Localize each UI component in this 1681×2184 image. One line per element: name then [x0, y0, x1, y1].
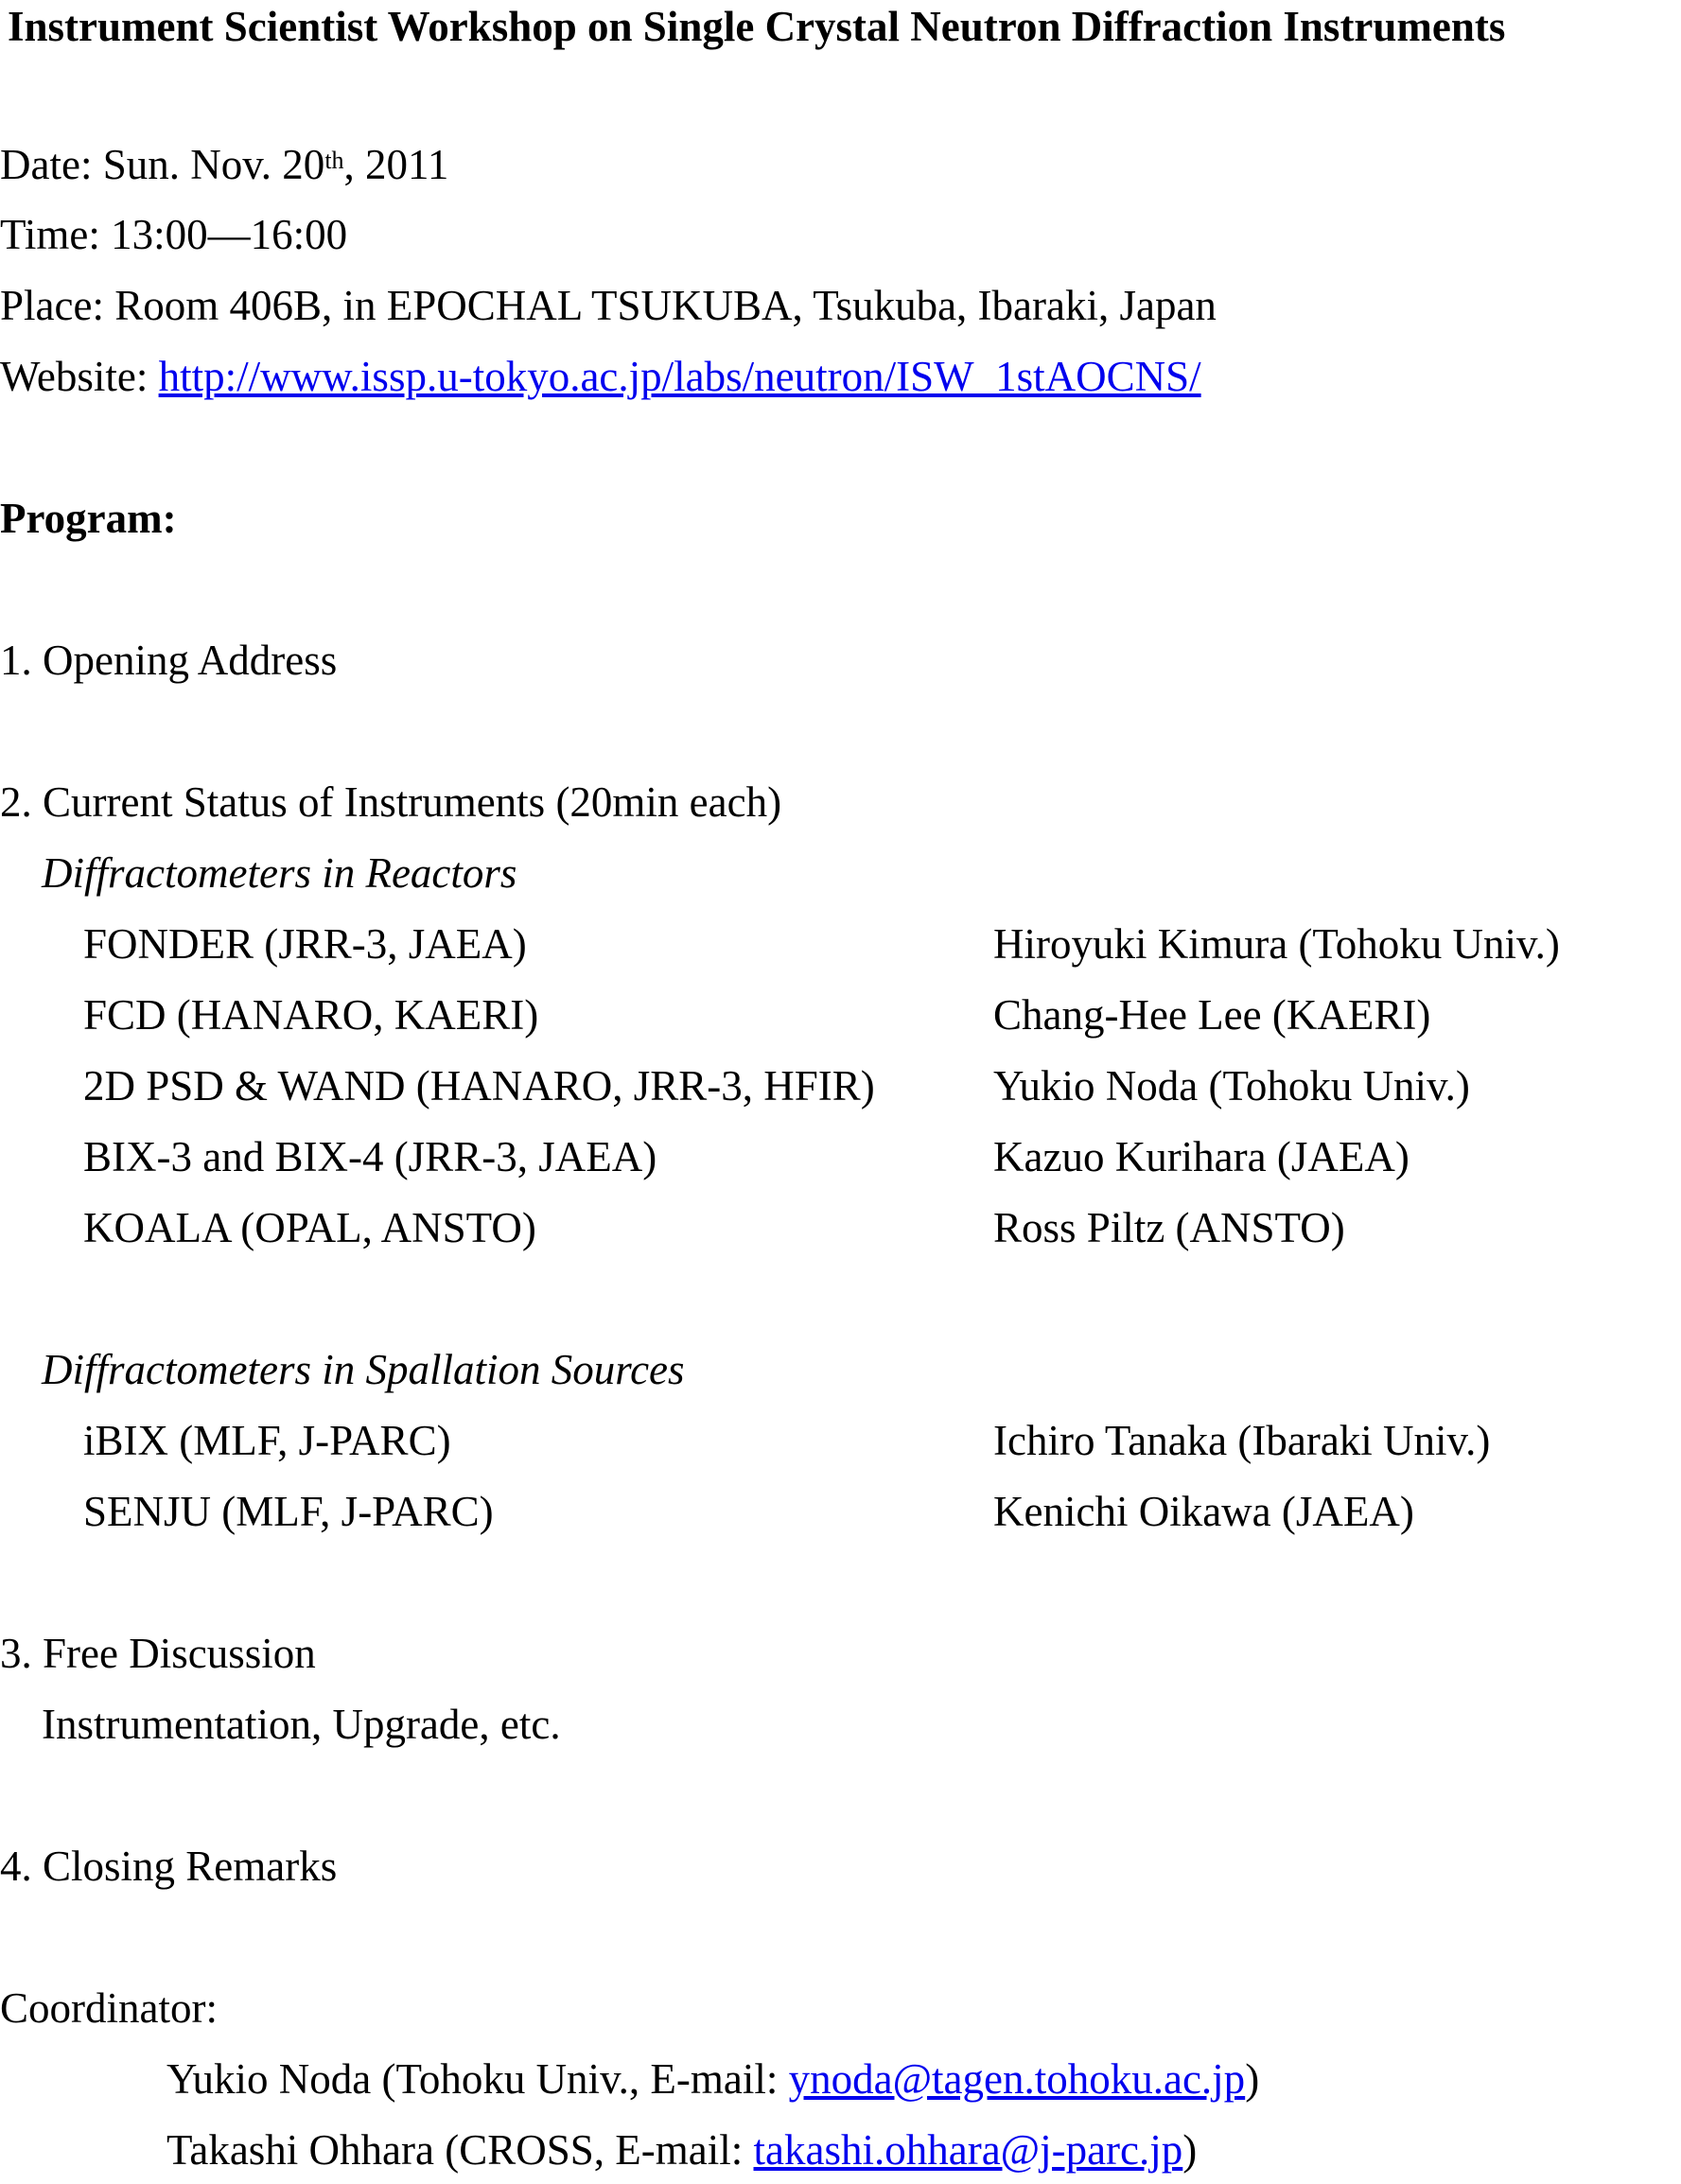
reactor-instrument: FONDER (JRR-3, JAEA) — [83, 920, 527, 968]
coordinator-close-paren: ) — [1182, 2126, 1198, 2174]
page-title: Instrument Scientist Workshop on Single Crystal Neutron Diffraction Instruments — [8, 3, 1506, 50]
website-label: Website: — [0, 353, 159, 400]
date-line — [0, 138, 448, 191]
date-year: , 2011 — [343, 141, 449, 188]
coordinator-entry — [166, 2123, 1197, 2176]
date-label: Date: Sun. Nov. 20 — [0, 141, 325, 188]
coordinator-entry — [166, 2053, 1259, 2105]
program-item-discussion: 3. Free Discussion — [0, 1630, 316, 1677]
reactor-speaker: Ross Piltz (ANSTO) — [993, 1204, 1345, 1251]
spallation-heading: Diffractometers in Spallation Sources — [42, 1346, 685, 1393]
spallation-speaker: Kenichi Oikawa (JAEA) — [993, 1488, 1414, 1535]
coordinator-name: Yukio Noda (Tohoku Univ., E-mail: — [166, 2055, 789, 2103]
spallation-instrument: iBIX (MLF, J-PARC) — [83, 1417, 451, 1464]
reactors-heading: Diffractometers in Reactors — [42, 849, 517, 897]
coordinator-label: Coordinator: — [0, 1984, 218, 2032]
coordinator-email-link[interactable]: takashi.ohhara@j-parc.jp — [753, 2126, 1183, 2174]
discussion-detail: Instrumentation, Upgrade, etc. — [42, 1701, 561, 1748]
program-item-closing: 4. Closing Remarks — [0, 1843, 338, 1890]
website-link[interactable]: http://www.issp.u-tokyo.ac.jp/labs/neutron/ISW_1stAOCNS/ — [158, 353, 1201, 400]
spallation-instrument: SENJU (MLF, J-PARC) — [83, 1488, 494, 1535]
date-superscript: th — [324, 147, 344, 174]
program-heading: Program: — [0, 495, 177, 542]
website-line — [0, 350, 1201, 403]
reactor-speaker: Chang-Hee Lee (KAERI) — [993, 991, 1431, 1039]
reactor-instrument: BIX-3 and BIX-4 (JRR-3, JAEA) — [83, 1133, 657, 1180]
spallation-speaker: Ichiro Tanaka (Ibaraki Univ.) — [993, 1417, 1491, 1464]
reactor-instrument: 2D PSD & WAND (HANARO, JRR-3, HFIR) — [83, 1062, 875, 1109]
program-item-status: 2. Current Status of Instruments (20min each) — [0, 778, 782, 826]
time-line: Time: 13:00—16:00 — [0, 211, 348, 258]
coordinator-name: Takashi Ohhara (CROSS, E-mail: — [166, 2126, 754, 2174]
reactor-instrument: KOALA (OPAL, ANSTO) — [83, 1204, 536, 1251]
coordinator-close-paren: ) — [1245, 2055, 1260, 2103]
reactor-instrument: FCD (HANARO, KAERI) — [83, 991, 539, 1039]
reactor-speaker: Hiroyuki Kimura (Tohoku Univ.) — [993, 920, 1560, 968]
place-line: Place: Room 406B, in EPOCHAL TSUKUBA, Tsukuba, Ibaraki, Japan — [0, 282, 1217, 329]
coordinator-email-link[interactable]: ynoda@tagen.tohoku.ac.jp — [788, 2055, 1246, 2103]
program-item-opening: 1. Opening Address — [0, 637, 338, 684]
reactor-speaker: Kazuo Kurihara (JAEA) — [993, 1133, 1410, 1180]
reactor-speaker: Yukio Noda (Tohoku Univ.) — [993, 1062, 1470, 1109]
